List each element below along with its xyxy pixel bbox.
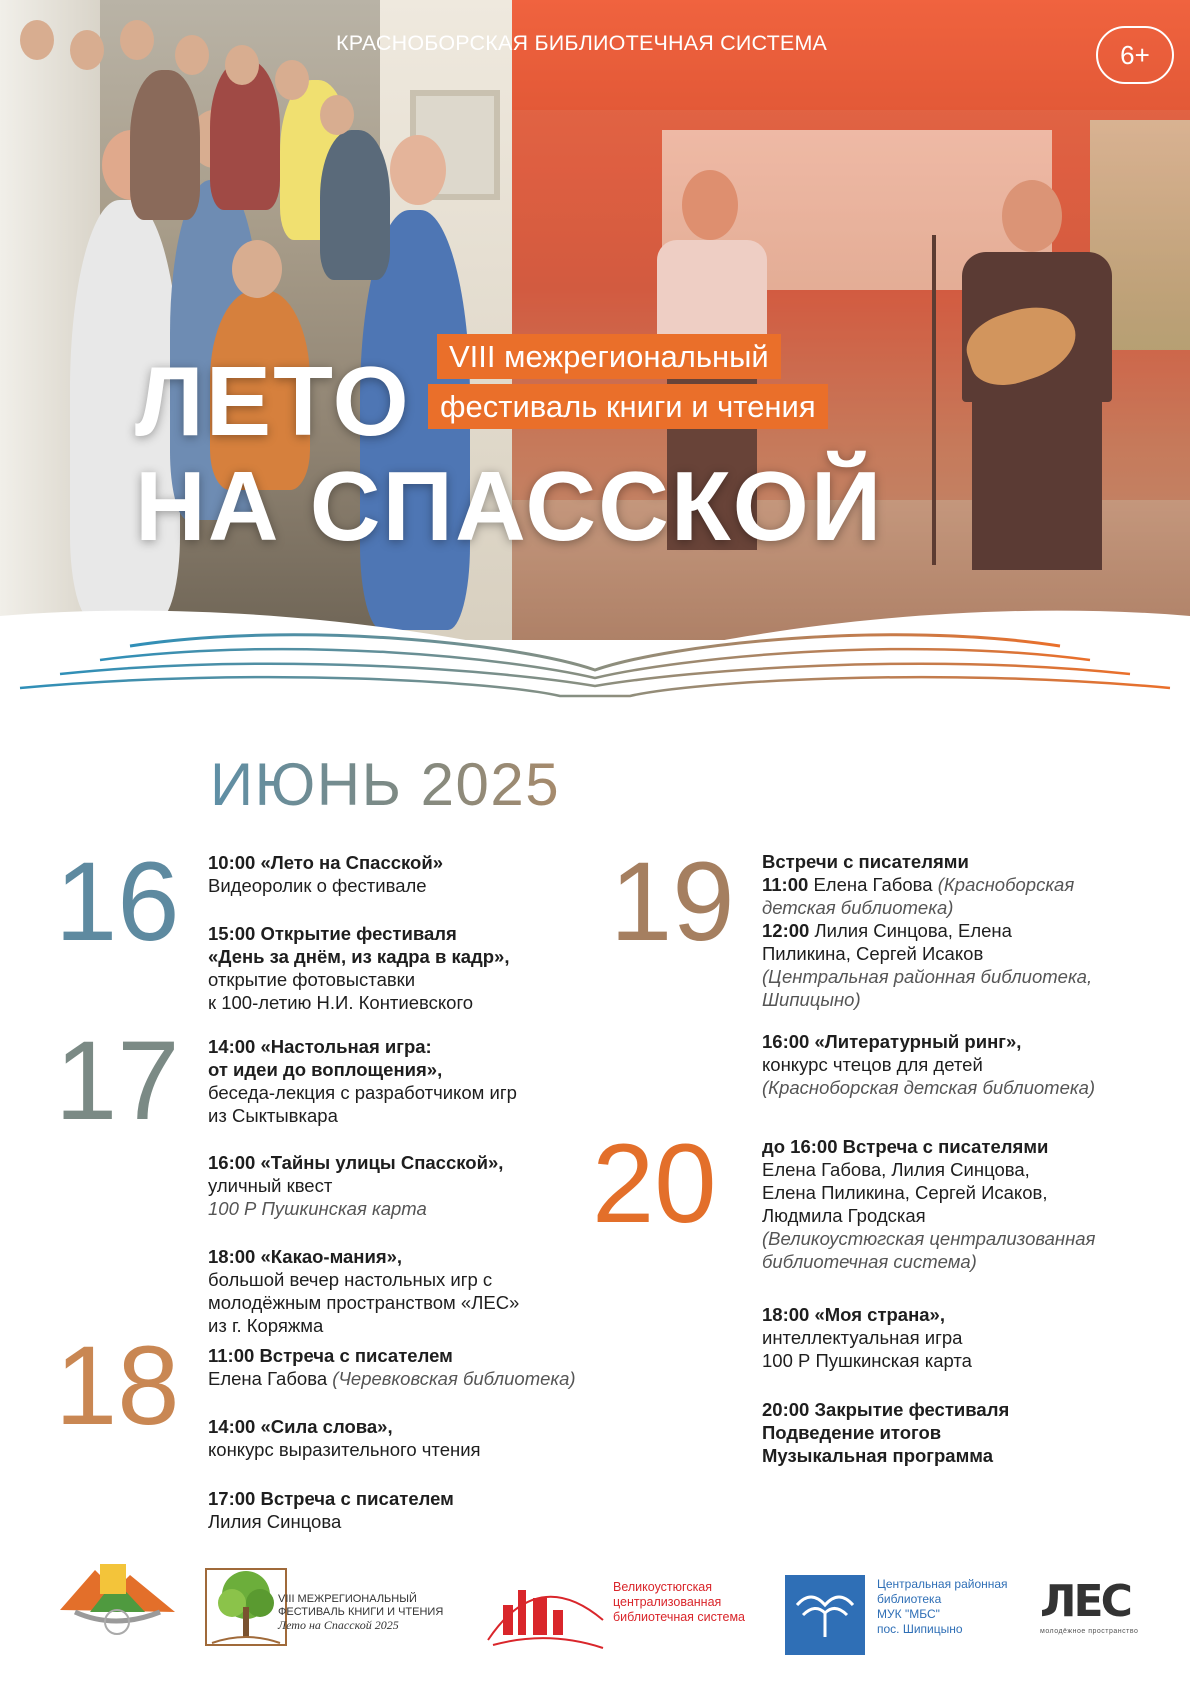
festival-logo: [202, 1563, 462, 1653]
festival-logo-line-2: ФЕСТИВАЛЬ КНИГИ И ЧТЕНИЯ: [278, 1606, 444, 1618]
crb-logo-line-3: МУК "МБС": [877, 1607, 940, 1621]
festival-title-line-1: ЛЕТО: [135, 346, 411, 456]
les-youth-space-logo: [1040, 1576, 1160, 1660]
event-18-1400: 14:00 «Сила слова», конкурс выразительного чтения: [208, 1416, 481, 1460]
subtitle-line-1: VIII межрегиональный: [437, 334, 781, 379]
day-number-18: 18: [55, 1323, 180, 1448]
day-number-17: 17: [55, 1018, 180, 1143]
krasnoborsk-library-logo: [55, 1550, 180, 1640]
event-20-1800: 18:00 «Моя страна», интеллектуальная игра 100 Р Пушкинская карта: [762, 1304, 972, 1371]
subtitle-line-2: фестиваль книги и чтения: [428, 384, 828, 429]
month-heading: ИЮНЬ 2025: [210, 751, 561, 818]
event-20-writers: до 16:00 Встреча с писателями Елена Габова, Лилия Синцова, Елена Пиликина, Сергей Исаков, Людмила Гродская (Великоустюгская централизованная библиотечная система): [762, 1136, 1096, 1272]
vu-logo-line-3: библиотечная система: [613, 1610, 745, 1624]
event-20-2000: 20:00 Закрытие фестиваля Подведение итогов Музыкальная программа: [762, 1399, 1010, 1466]
velikiy-ustyug-library-logo: [478, 1560, 768, 1660]
event-16-1500: 15:00 Открытие фестиваля «День за днём, из кадра в кадр», открытие фотовыставки к 100-летию Н.И. Контиевского: [208, 923, 510, 1013]
festival-logo-line-3: Лето на Спасской 2025: [278, 1618, 399, 1632]
les-logo-text: ЛЕС: [1040, 1576, 1130, 1627]
event-19-writers: Встречи с писателями 11:00 Елена Габова (Красноборская детская библиотека) 12:00 Лилия Синцова, Елена Пиликина, Сергей Исаков (Центральная районная библиотека, Шипицыно): [762, 851, 1093, 1010]
day-number-16: 16: [55, 839, 180, 964]
event-18-1700: 17:00 Встреча с писателем Лилия Синцова: [208, 1488, 454, 1532]
day-number-19: 19: [610, 839, 735, 964]
book-graphic: [0, 600, 1190, 720]
event-17-1800: 18:00 «Какао-мания», большой вечер настольных игр с молодёжным пространством «ЛЕС» из г. Коряжма: [208, 1246, 520, 1336]
festival-title-line-2: НА СПАССКОЙ: [135, 451, 884, 561]
crb-logo-line-1: Центральная районная: [877, 1577, 1008, 1591]
crb-logo-line-4: пос. Шипицыно: [877, 1622, 963, 1636]
festival-logo-line-1: VIII МЕЖРЕГИОНАЛЬНЫЙ: [278, 1593, 417, 1605]
vu-logo-line-1: Великоустюгская: [613, 1580, 713, 1594]
hero-banner: [0, 0, 1190, 720]
les-logo-subtitle: молодёжное пространство: [1040, 1628, 1139, 1635]
event-16-1000: 10:00 «Лето на Спасской» Видеоролик о фестивале: [208, 852, 444, 896]
event-17-1600: 16:00 «Тайны улицы Спасской», уличный квест 100 Р Пушкинская карта: [208, 1152, 504, 1219]
event-17-1400: 14:00 «Настольная игра: от идеи до воплощения», беседа-лекция с разработчиком игр из Сыктывкара: [208, 1036, 517, 1126]
shipitsyno-library-logo: [785, 1575, 1025, 1655]
organization-name: КРАСНОБОРСКАЯ БИБЛИОТЕЧНАЯ СИСТЕМА: [336, 31, 828, 55]
vu-logo-line-2: централизованная: [613, 1595, 722, 1609]
crb-logo-line-2: библиотека: [877, 1592, 942, 1606]
day-number-20: 20: [592, 1121, 717, 1246]
event-18-1100: 11:00 Встреча с писателем Елена Габова (Черевковская библиотека): [208, 1345, 576, 1389]
event-19-1600: 16:00 «Литературный ринг», конкурс чтецов для детей (Красноборская детская библиотека): [762, 1031, 1096, 1098]
age-rating-badge: 6+: [1096, 26, 1174, 84]
